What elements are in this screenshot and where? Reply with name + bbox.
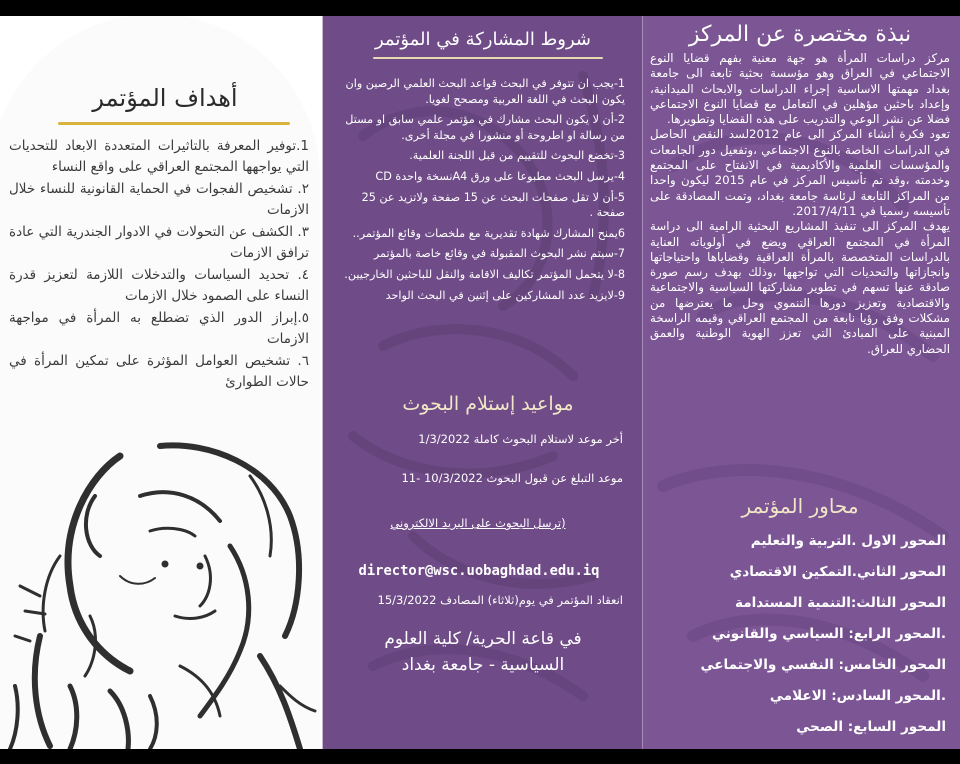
goal-item: 1.توفير المعرفة بالتاثيرات المتعددة الابعاد للتحديات التي يواجهها المجتمع العراقي على واقع النساء: [9, 138, 309, 175]
contact-email-link[interactable]: director@wsc.uobaghdad.edu.iq: [358, 563, 600, 579]
axis-item: المحور السابع: الصحي: [796, 719, 946, 735]
notification-text: موعد التبلغ عن قبول البحوث 10/3/2022 -11: [401, 471, 623, 485]
condition-item: 3-تخضع البحوث للتقييم من قبل اللجنة العلمية.: [409, 149, 625, 163]
conditions-title: شروط المشاركة في المؤتمر: [374, 29, 591, 50]
goal-item: ٢. تشخيص الفجوات في الحماية القانونية للنساء خلال الازمات: [9, 181, 309, 218]
condition-item: 7-سيتم نشر البحوث المقبولة في وقائع خاصة بالمؤتمر: [373, 247, 625, 261]
condition-item: 1-يجب ان تتوفر في البحث قواعد البحث العلمي الرصين وان يكون البحث في اللغة العربية ومصحح لغويا.: [345, 77, 625, 106]
dates-title: مواعيد إستلام البحوث: [402, 393, 574, 415]
about-text: [650, 51, 950, 357]
conditions-panel: [323, 16, 643, 749]
condition-item: 8-لا يتحمل المؤتمر تكاليف الاقامة والنقل للباحثين الخارجيين.: [344, 267, 625, 281]
goal-item: ٦. تشخيص العوامل المؤثرة على تمكين المرأة في حالات الطوارئ: [9, 353, 309, 390]
axis-item: المحور الثاني.التمكين الاقتصادي: [729, 564, 946, 580]
venue-line: السياسية - جامعة بغداد: [401, 655, 565, 675]
deadline-text: أخر موعد لاستلام البحوث كاملة 1/3/2022: [418, 432, 623, 446]
about-panel: [643, 16, 960, 749]
goal-item: ٤. تحديد السياسات والتدخلات اللازمة لتعزيز قدرة النساء على الصمود خلال الازمات: [9, 267, 309, 304]
axis-item: .المحور السادس: الاعلامي: [769, 688, 946, 704]
goals-panel: [0, 16, 323, 749]
about-title: نبذة مختصرة عن المركز: [688, 22, 912, 47]
axis-item: المحور الثالث:التنمية المستدامة: [734, 595, 946, 611]
venue-line: في قاعة الحرية/ كلية العلوم: [384, 629, 582, 649]
brochure: [0, 16, 960, 749]
venue-block: [363, 626, 603, 678]
goals-title: أهداف المؤتمر: [92, 84, 238, 112]
conference-date-text: انعقاد المؤتمر في يوم(ثلاثاء) المصادف 15/3/2022: [377, 593, 623, 607]
conditions-title-underline: [373, 57, 603, 59]
send-note-text: (ترسل البحوث على البريد الالكتروني: [390, 516, 566, 530]
condition-item: 9-لايزيد عدد المشاركين على إثنين في البحث الواحد: [385, 288, 625, 302]
goal-item: ٥.إبراز الدور الذي تضطلع به المرأة في مواجهة الازمات: [9, 310, 309, 347]
goal-item: ٣. الكشف عن التحولات في الادوار الجندرية التي عادة ترافق الازمات: [9, 224, 309, 261]
axis-item: المحور الاول .التربية والتعليم: [750, 533, 946, 549]
conditions-list: [335, 76, 625, 308]
about-paragraph: مركز دراسات المرأة هو جهة معنية بفهم قضايا النوع الاجتماعي في العراق وهو مؤسسة بحثية تابعة الى جامعة بغداد مهمتها الاساسية إجراء الدراسات والابحاث الميدانية، وإعداد باحثين مؤهلين في التعامل مع قضايا النوع الاجتماعي فضلا عن نشر الوعي والتدريب على هذه القضايا وتطويرها.: [650, 51, 950, 127]
condition-item: 2-أن لا يكون البحث مشارك في مؤتمر علمي سابق او مستل من رسالة او اطروحة أو منشورا في مجلة أخرى.: [345, 113, 625, 142]
condition-item: 6يمنح المشارك شهادة تقديرية مع ملخصات وقائع المؤتمر..: [352, 226, 625, 240]
condition-item: 5-أن لا تقل صفحات البحث عن 15 صفحة ولاتزيد عن 25 صفحة .: [361, 190, 625, 220]
axes-title: محاور المؤتمر: [741, 494, 859, 518]
goals-list: [9, 136, 309, 394]
axis-item: .المحور الرابع: السياسي والقانوني: [711, 626, 946, 642]
goals-title-underline: [58, 122, 290, 125]
about-paragraph: يهدف المركز الى تنفيذ المشاريع البحثية الرامية الى دراسة المرأة في المجتمع العراقي ويضع في أولوياته العناية بالدراسات المتخصصة بالمرأة العراقية وقضاياها واحتياجاتها وانجازاتها والتحديات التي تواجهها ،وذلك بهدف رسم صورة صادقة عنها تسهم في تطوير مشاركتها السياسية والاجتماعية والاقتصادية وتعزيز دورها التنموي وحل ما يعترضها من مشكلات وفق رؤيا نابعة من المجتمع العراقي وقيمه الراسخة المبنية على المبادئ التي تعزز الهوية الوطنية والعمق الحضاري للعراق.: [650, 219, 950, 356]
condition-item: 4-يرسل البحث مطبوعا على ورق A4نسخة واحدة CD: [375, 169, 625, 183]
axis-item: المحور الخامس: النفسي والاجتماعي: [700, 657, 946, 673]
about-paragraph: تعود فكرة أنشاء المركز الى عام 2012لسد النقص الحاصل في الدراسات الخاصة بالنوع الاجتماعي ،وتفعيل دور الجامعات والمؤسسات العلمية والأكاديمية في الانفتاح على المجتمع وخدمته ،وقد تم تأسيس المركز في عام 2015 ليكون واحدا من المراكز التابعة لرئاسة جامعة بغداد، وتمت المصادقة على تأسيسه رسميا في 2017/4/11.: [650, 127, 950, 218]
axes-list: [656, 526, 946, 743]
